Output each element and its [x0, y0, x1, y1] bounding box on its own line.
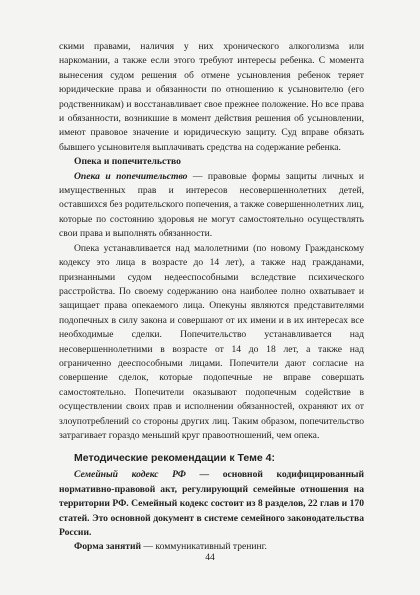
subheading-guardianship: Опека и попечительство	[74, 156, 181, 168]
paragraph-guardianship-details: Опека устанавливается над малолетними (по новому Гражданскому кодексу это лица в возрасте до 14 лет), а также над гражданами, признанными судом недееспособными вследствие психического расстройства. По своему содержанию она наиболее полно охватывает и защищает права опекаемого лица. Опекуны являются представителями подопечных в силу закона и совершают от их имени и в их интересах все необходимые сделки. Попечительство устанавливается над несовершеннолетними в возрасте от 14 до 18 лет, а также над ограниченно дееспособными лицами. Попечители дают согласие на совершение сделок, которые подопечные не вправе совершать самостоятельно. Попечители оказывают подопечным содействие в осуществлении своих прав и исполнении обязанностей, охраняют их от злоупотреблений со стороны других лиц. Таким образом, попечительство затрагивает гораздо меньший круг правоотношений, чем опека.	[59, 242, 364, 441]
paragraph-family-code	[59, 468, 364, 540]
term-guardianship: Опека и попечительство	[74, 170, 188, 182]
definition-text: — правовые формы защиты личных и имущественных прав и интересов несовершеннолетних детей, оставшихся без родительского попечения, а также совершеннолетних лиц, которые по состоянию здоровья не могут самостоятельно осуществлять свои права и выполнять обязанности.	[59, 170, 364, 240]
section-title-methodical-recommendations: Методические рекомендации к Теме 4:	[74, 452, 275, 465]
family-code-text: — основной кодифицированный нормативно-правовой акт, регулирующий семейные отношения на территории РФ. Семейный кодекс состоит из 8 разделов, 22 глав и 170 статей. Это основной документ в системе семейного законодательства России.	[59, 469, 364, 538]
paragraph-guardianship-definition	[59, 170, 364, 242]
paragraph-adoption-cancellation: скими правами, наличия у них хронического алкоголизма или наркомании, а также если этого требуют интересы ребенка. С момента вынесения судом решения об отмене усыновления ребенок теряет юридические права и обязанности по отношению к усыновителю (его родственникам) и восстанавливает свое прежнее положение. Но все права и обязанности, возникшие в момент действия решения об усыновлении, имеют правовое значение и юридическую защиту. Суд вправе обязать бывшего усыновителя выплачивать средства на содержание ребенка.	[59, 41, 364, 153]
term-family-code: Семейный кодекс РФ	[74, 469, 186, 481]
lesson-form-label: Форма занятий	[74, 541, 142, 553]
lesson-form-text: — коммуникативный тренинг.	[141, 541, 267, 553]
page-number: 44	[205, 552, 215, 563]
